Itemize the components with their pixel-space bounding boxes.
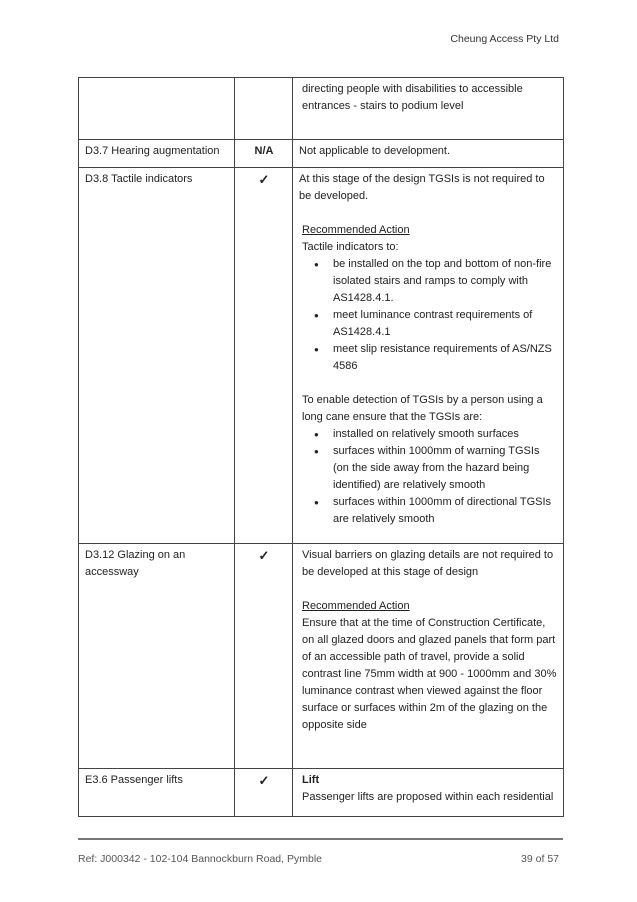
detail-cell: Not applicable to development. <box>293 140 564 168</box>
action-lead: Tactile indicators to: <box>302 241 399 253</box>
status-cell <box>235 78 293 140</box>
status-cell: ✓ <box>235 168 293 544</box>
recommended-action-heading: Recommended Action <box>302 600 410 612</box>
status-cell: ✓ <box>235 544 293 769</box>
detail-text: directing people with disabilities to accessible entrances - stairs to podium level <box>302 83 523 112</box>
detail-intro: Visual barriers on glazing details are not required to be developed at this stage of design <box>302 549 554 578</box>
table-row <box>79 544 564 769</box>
footer-reference: Ref: J000342 - 102-104 Bannockburn Road, Pymble <box>78 853 322 865</box>
table-row <box>79 78 564 140</box>
detail-cell <box>293 769 564 817</box>
requirement-cell: E3.6 Passenger lifts <box>79 769 235 817</box>
list-item: ● installed on relatively smooth surfaces <box>333 426 558 443</box>
footer-divider <box>78 838 563 840</box>
requirement-cell <box>79 78 235 140</box>
list-item: ● be installed on the top and bottom of non-fire isolated stairs and ramps to comply with AS1428.4.1. <box>333 256 558 307</box>
detection-lead: To enable detection of TGSIs by a person using a long cane ensure that the TGSIs are: <box>302 394 543 423</box>
list-item: ● surfaces within 1000mm of directional TGSIs are relatively smooth <box>333 494 558 528</box>
action-list <box>299 256 558 375</box>
list-item: ● meet luminance contrast requirements of AS1428.4.1 <box>333 307 558 341</box>
lift-heading: Lift <box>302 774 320 786</box>
requirement-cell: D3.7 Hearing augmentation <box>79 140 235 168</box>
action-text: Ensure that at the time of Construction Certificate, on all glazed doors and glazed panels that form part of an accessible path of travel, provide a solid contrast line 75mm width at 900 - 1000mm and 30% luminance contrast when viewed against the floor surface or surfaces within 2m of the glazing on the opposite side <box>302 617 557 731</box>
compliance-table <box>78 77 564 817</box>
detection-list <box>299 426 558 528</box>
detail-cell <box>293 78 564 140</box>
requirement-cell: D3.8 Tactile indicators <box>79 168 235 544</box>
recommended-action-heading: Recommended Action <box>302 224 410 236</box>
table-row <box>79 769 564 817</box>
page-number: 39 of 57 <box>521 853 559 865</box>
status-cell: N/A <box>235 140 293 168</box>
list-item: ● meet slip resistance requirements of AS/NZS 4586 <box>333 341 558 375</box>
detail-cell <box>293 544 564 769</box>
detail-cell <box>293 168 564 544</box>
requirement-cell: D3.12 Glazing on an accessway <box>79 544 235 769</box>
status-cell: ✓ <box>235 769 293 817</box>
detail-text: Passenger lifts are proposed within each residential <box>302 791 554 803</box>
company-name: Cheung Access Pty Ltd <box>450 33 559 45</box>
table-row <box>79 168 564 544</box>
list-item: ● surfaces within 1000mm of warning TGSIs (on the side away from the hazard being identified) are relatively smooth <box>333 443 558 494</box>
table-row <box>79 140 564 168</box>
detail-intro: At this stage of the design TGSIs is not required to be developed. <box>299 173 545 202</box>
